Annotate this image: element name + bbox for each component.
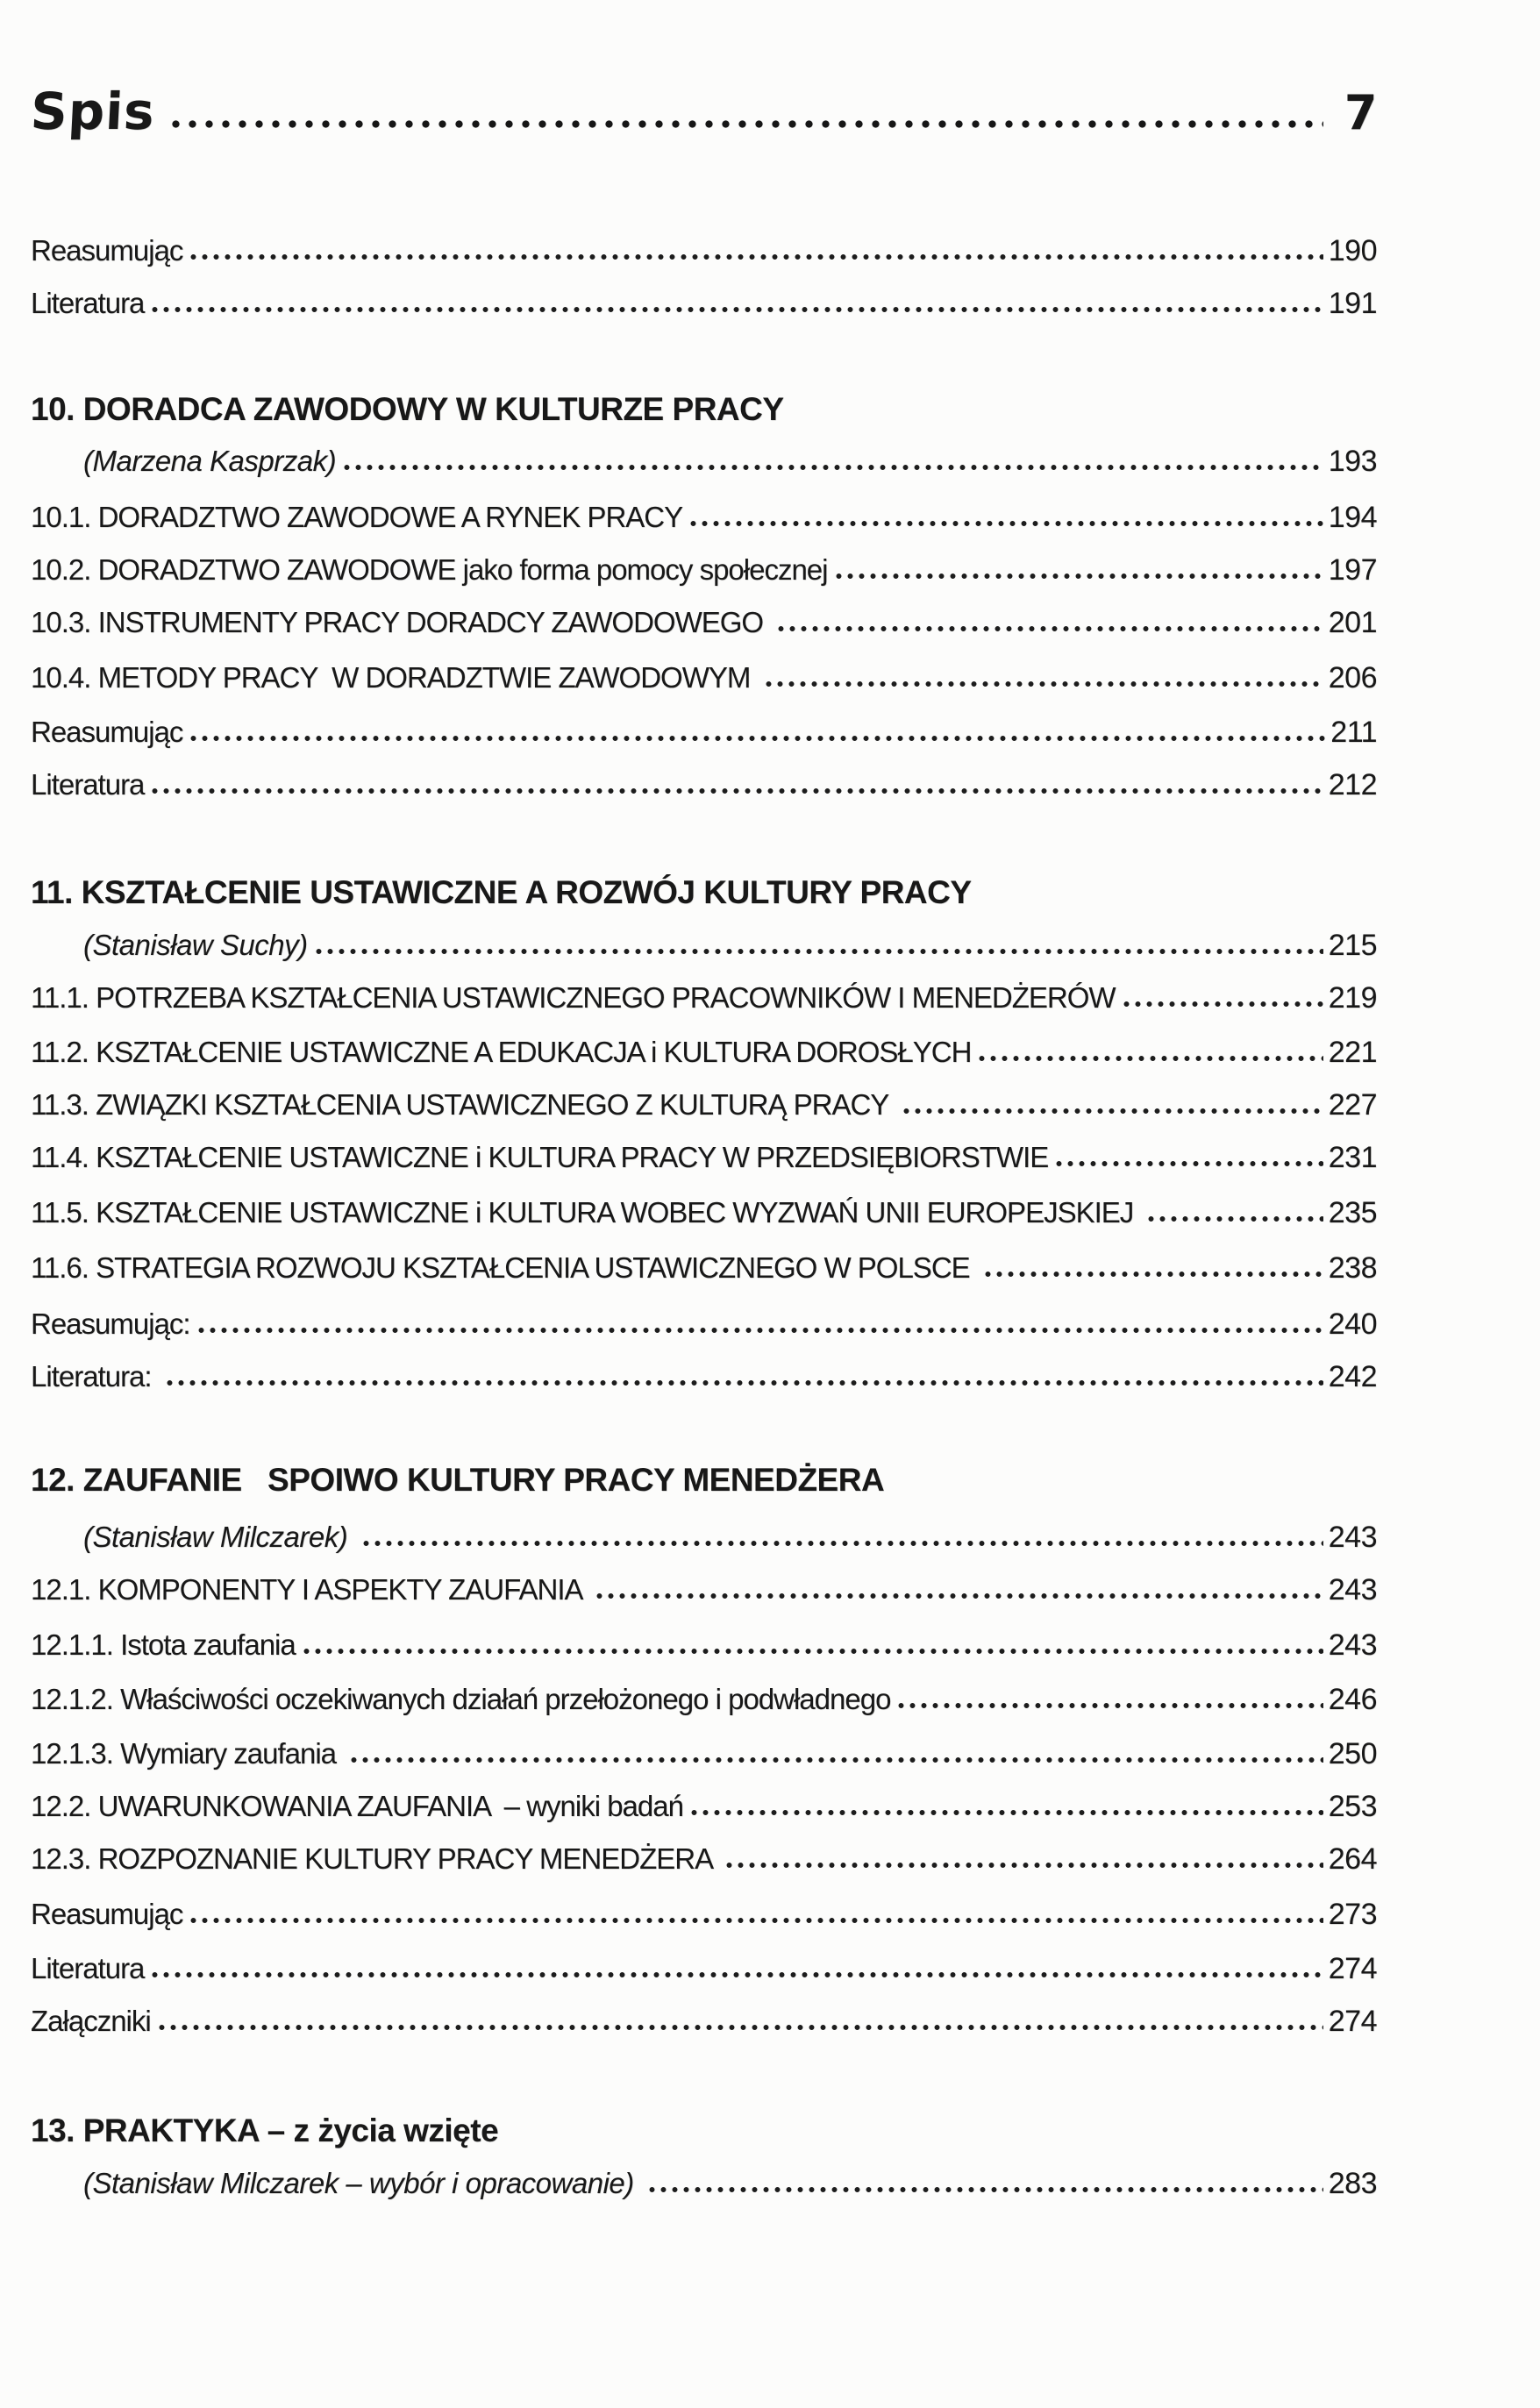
dot-leader [1053,1160,1323,1167]
toc-entry-label: 11.2. KSZTAŁCENIE USTAWICZNE A EDUKACJA i KULTURA DOROSŁYCH [31,1036,972,1068]
toc-entry [31,1683,1377,1717]
dot-leader [688,1809,1323,1816]
dot-leader [1145,1215,1323,1222]
toc-entry [31,981,1377,1015]
toc-author-label: (Stanisław Milczarek – wybór i opracowanie) [83,2167,642,2199]
dot-leader [149,787,1323,794]
toc-entry [31,768,1377,802]
toc-entry [31,1141,1377,1175]
toc-entry [31,716,1377,750]
toc-entry [31,2005,1377,2039]
toc-heading-label: 10. DORADCA ZAWODOWY W KULTURZE PRACY [31,391,784,427]
toc-entry-page-number: 238 [1328,1251,1377,1285]
toc-entry-page-number: 243 [1328,1573,1377,1607]
toc-section-heading [31,1462,1377,1499]
dot-leader [982,1271,1323,1278]
toc-author-label: (Marzena Kasprzak) [83,445,337,477]
toc-entry-page-number: 273 [1328,1898,1377,1931]
dot-leader [763,680,1323,687]
toc-entry [31,287,1377,321]
toc-author-row [31,1521,1377,1555]
toc-entry-page-number: 227 [1328,1088,1377,1122]
toc-entry [31,1898,1377,1932]
toc-entry [31,1952,1377,1986]
toc-entry [31,501,1377,535]
toc-entry-label: 11.4. KSZTAŁCENIE USTAWICZNE i KULTURA PRACY W PRZEDSIĘBIORSTWIE [31,1141,1049,1173]
toc-entry-label: 12.3. ROZPOZNANIE KULTURY PRACY MENEDŻERA [31,1842,719,1875]
toc-author-row [31,929,1377,963]
toc-entry-label: 11.6. STRATEGIA ROZWOJU KSZTAŁCENIA USTAWICZNEGO W POLSCE [31,1251,977,1284]
toc-entry [31,234,1377,268]
toc-entry [31,1737,1377,1771]
toc-entry [31,1088,1377,1122]
toc-entry [31,1573,1377,1607]
toc-entry-page-number: 215 [1328,929,1377,962]
dot-leader [901,1108,1323,1115]
toc-entry-label: 11.3. ZWIĄZKI KSZTAŁCENIA USTAWICZNEGO Z KULTURĄ PRACY [31,1088,895,1121]
toc-entry-label: 11.1. POTRZEBA KSZTAŁCENIA USTAWICZNEGO PRACOWNIKÓW I MENEDŻERÓW [31,981,1116,1014]
dot-leader [895,1702,1323,1709]
toc-entry-page-number: 197 [1328,553,1377,587]
toc-author-row [31,2167,1377,2201]
dot-leader [775,625,1323,632]
toc-entry-label: Załączniki [31,2005,151,2037]
toc-entry-label: 12.1. KOMPONENTY I ASPEKTY ZAUFANIA [31,1573,588,1606]
toc-entry-label: 10.4. METODY PRACY W DORADZTWIE ZAWODOWYM [31,661,758,694]
dot-leader [594,1592,1323,1599]
toc-entry [31,606,1377,640]
toc-entry-label: 12.1.3. Wymiary zaufania [31,1737,344,1770]
toc-entry [31,1036,1377,1070]
toc-entry [31,661,1377,695]
toc-entry [31,1360,1377,1394]
toc-entry-page-number: 250 [1328,1737,1377,1770]
dot-leader [688,520,1323,527]
toc-entry [31,1842,1377,1877]
toc-entry-page-number: 274 [1328,2005,1377,2038]
toc-heading-label: 11. KSZTAŁCENIE USTAWICZNE A ROZWÓJ KULTURY PRACY [31,874,972,910]
toc-entry-label: Reasumując: [31,1307,190,1340]
toc-entry-label: Literatura [31,287,145,319]
dot-leader [724,1862,1323,1869]
toc-title-page-number: 7 [1344,85,1377,140]
dot-leader [301,1648,1323,1655]
dot-leader [149,306,1323,313]
dot-leader [168,119,1323,129]
toc-section-heading [31,874,1377,911]
dot-leader [313,948,1323,955]
toc-entry-page-number: 201 [1328,606,1377,639]
toc-entry-page-number: 211 [1330,716,1377,749]
toc-section-heading [31,2112,1377,2149]
toc-entry-label: Reasumując [31,234,183,267]
toc-entry-page-number: 243 [1328,1628,1377,1662]
toc-entry-page-number: 219 [1328,981,1377,1015]
toc-entry-page-number: 190 [1328,234,1377,267]
toc-entry [31,1790,1377,1824]
toc-entry-page-number: 274 [1328,1952,1377,1985]
toc-entry-page-number: 191 [1328,287,1377,320]
dot-leader [188,735,1325,742]
toc-entry-page-number: 194 [1328,501,1377,534]
dot-leader [976,1055,1323,1062]
toc-entry [31,553,1377,588]
dot-leader [156,2024,1323,2031]
dot-leader [341,464,1323,471]
dot-leader [188,1917,1323,1924]
toc-entry-label: 10.2. DORADZTWO ZAWODOWE jako forma pomocy społecznej [31,553,828,586]
dot-leader [646,2186,1323,2193]
toc-entry-page-number: 193 [1328,445,1377,478]
toc-entry-page-number: 240 [1328,1307,1377,1341]
toc-entry-label: Literatura [31,1952,145,1984]
toc-title-row [31,82,1377,141]
dot-leader [149,1971,1323,1978]
toc-entry-page-number: 231 [1328,1141,1377,1174]
toc-entry-page-number: 246 [1328,1683,1377,1716]
toc-entry-page-number: 253 [1328,1790,1377,1823]
toc-author-label: (Stanisław Suchy) [83,929,308,961]
toc-entry [31,1196,1377,1230]
toc-entry-page-number: 242 [1328,1360,1377,1393]
toc-entry-label: 10.1. DORADZTWO ZAWODOWE A RYNEK PRACY [31,501,683,533]
toc-entry-label: 12.1.2. Właściwości oczekiwanych działań przełożonego i podwładnego [31,1683,891,1715]
dot-leader [196,1327,1323,1334]
toc-entry [31,1251,1377,1286]
dot-leader [188,253,1323,260]
toc-entry-page-number: 243 [1328,1521,1377,1554]
dot-leader [1121,1001,1323,1008]
toc-entry-page-number: 264 [1328,1842,1377,1876]
toc-entry-page-number: 283 [1328,2167,1377,2200]
dot-leader [348,1756,1323,1763]
toc-entry-label: 10.3. INSTRUMENTY PRACY DORADCY ZAWODOWEGO [31,606,771,638]
dot-leader [164,1379,1323,1386]
toc-entry [31,1307,1377,1342]
toc-entry-label: Literatura: [31,1360,159,1393]
toc-entry-page-number: 212 [1328,768,1377,801]
dot-leader [833,573,1323,580]
toc-entry-page-number: 235 [1328,1196,1377,1229]
toc-author-row [31,445,1377,479]
toc-title: Spis [29,82,157,141]
toc-entry-label: Literatura [31,768,145,801]
toc-heading-label: 12. ZAUFANIE SPOIWO KULTURY PRACY MENEDŻERA [31,1462,885,1498]
toc-entry [31,1628,1377,1663]
dot-leader [360,1540,1323,1547]
toc-entry-label: Reasumując [31,1898,183,1930]
toc-author-label: (Stanisław Milczarek) [83,1521,355,1553]
toc-entry-label: Reasumując [31,716,183,748]
toc-entry-label: 11.5. KSZTAŁCENIE USTAWICZNE i KULTURA WOBEC WYZWAŃ UNII EUROPEJSKIEJ [31,1196,1141,1229]
toc-entry-label: 12.2. UWARUNKOWANIA ZAUFANIA – wyniki badań [31,1790,683,1822]
toc-section-heading [31,391,1377,428]
toc-entry-page-number: 221 [1328,1036,1377,1069]
toc-entry-label: 12.1.1. Istota zaufania [31,1628,296,1661]
toc-heading-label: 13. PRAKTYKA – z życia wzięte [31,2112,499,2148]
toc-entry-page-number: 206 [1328,661,1377,695]
